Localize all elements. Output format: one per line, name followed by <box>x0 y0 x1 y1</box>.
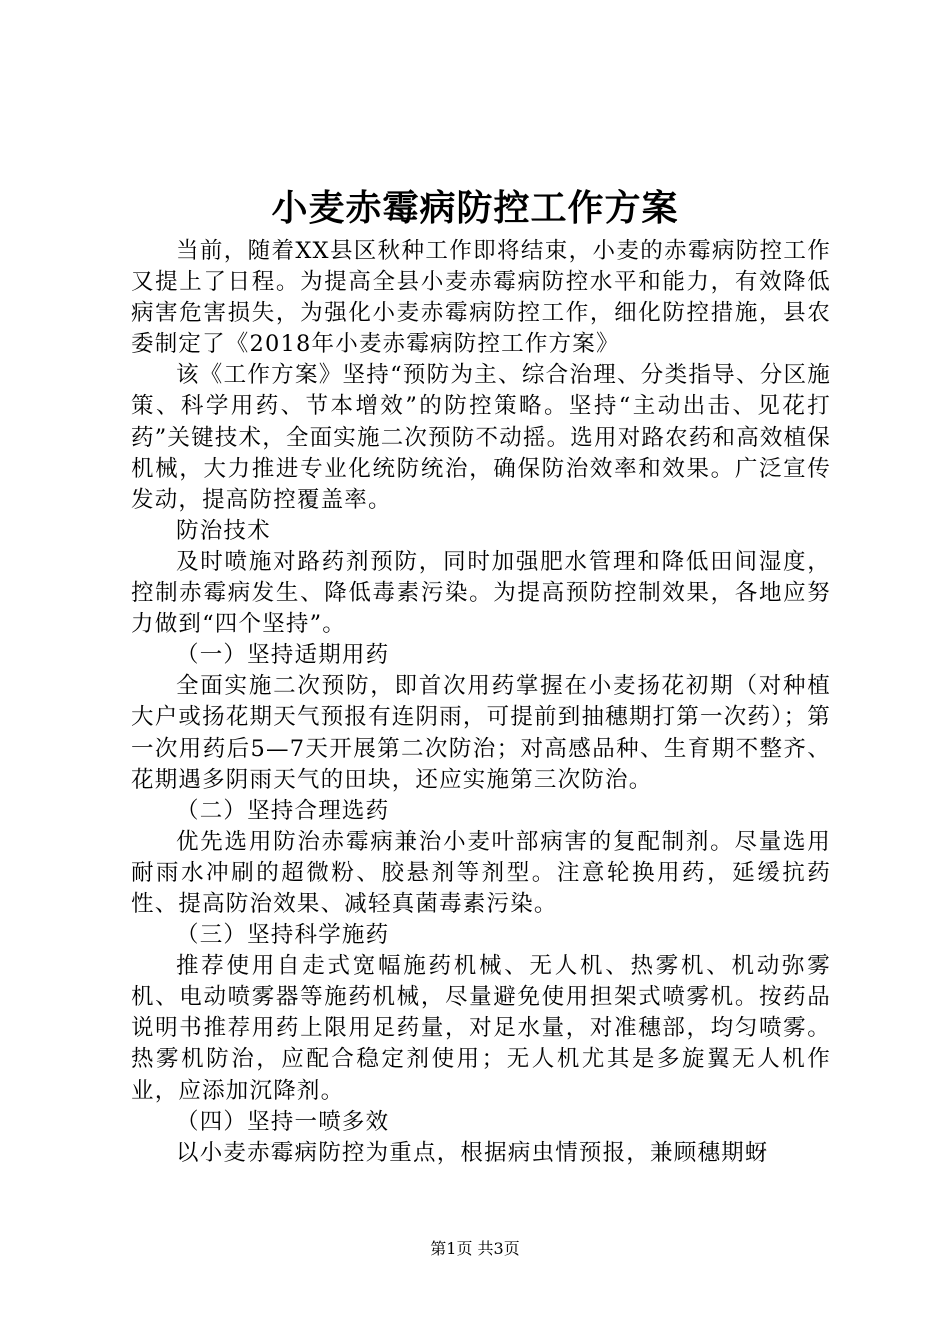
subheading-selection: （二）坚持合理选药 <box>176 797 390 824</box>
document-body <box>131 236 831 1169</box>
page-number-footer: 第1页 共3页 <box>430 1239 520 1258</box>
subheading-application: （三）坚持科学施药 <box>176 922 390 949</box>
paragraph-techniques: 及时喷施对路药剂预防，同时加强肥水管理和降低田间湿度，控制赤霉病发生、降低毒素污染。为提高预防控制效果，各地应努力做到“四个坚持”。 <box>131 548 831 638</box>
section-heading-techniques: 防治技术 <box>176 517 271 544</box>
document-title: 小麦赤霉病防控工作方案 <box>271 187 679 229</box>
paragraph-multi-effect: 以小麦赤霉病防控为重点，根据病虫情预报，兼顾穗期蚜 <box>176 1139 769 1166</box>
subheading-timing: （一）坚持适期用药 <box>176 642 390 669</box>
paragraph-application: 推荐使用自走式宽幅施药机械、无人机、热雾机、机动弥雾机、电动喷雾器等施药机械，尽量避免使用担架式喷雾机。按药品说明书推荐用药上限用足药量，对足水量，对准穗部，均匀喷雾。热雾机防治，应配合稳定剂使用；无人机尤其是多旋翼无人机作业，应添加沉降剂。 <box>131 953 831 1104</box>
paragraph-timing: 全面实施二次预防，即首次用药掌握在小麦扬花初期（对种植大户或扬花期天气预报有连阴雨，可提前到抽穗期打第一次药）；第一次用药后5—7天开展第二次防治；对高感品种、生育期不整齐、花期遇多阴雨天气的田块，还应实施第三次防治。 <box>131 673 831 793</box>
subheading-multi-effect: （四）坚持一喷多效 <box>176 1108 390 1135</box>
paragraph-selection: 优先选用防治赤霉病兼治小麦叶部病害的复配制剂。尽量选用耐雨水冲刷的超微粉、胶悬剂等剂型。注意轮换用药，延缓抗药性、提高防治效果、减轻真菌毒素污染。 <box>131 828 831 917</box>
paragraph-strategy: 该《工作方案》坚持“预防为主、综合治理、分类指导、分区施策、科学用药、节本增效”的防控策略。坚持“主动出击、见花打药”关键技术，全面实施二次预防不动摇。选用对路农药和高效植保机械，大力推进专业化统防统治，确保防治效率和效果。广泛宣传发动，提高防控覆盖率。 <box>131 362 832 513</box>
paragraph-intro: 当前，随着XX县区秋种工作即将结束，小麦的赤霉病防控工作又提上了日程。为提高全县小麦赤霉病防控水平和能力，有效降低病害危害损失，为强化小麦赤霉病防控工作，细化防控措施，县农委制定了《2018年小麦赤霉病防控工作方案》 <box>131 238 831 358</box>
